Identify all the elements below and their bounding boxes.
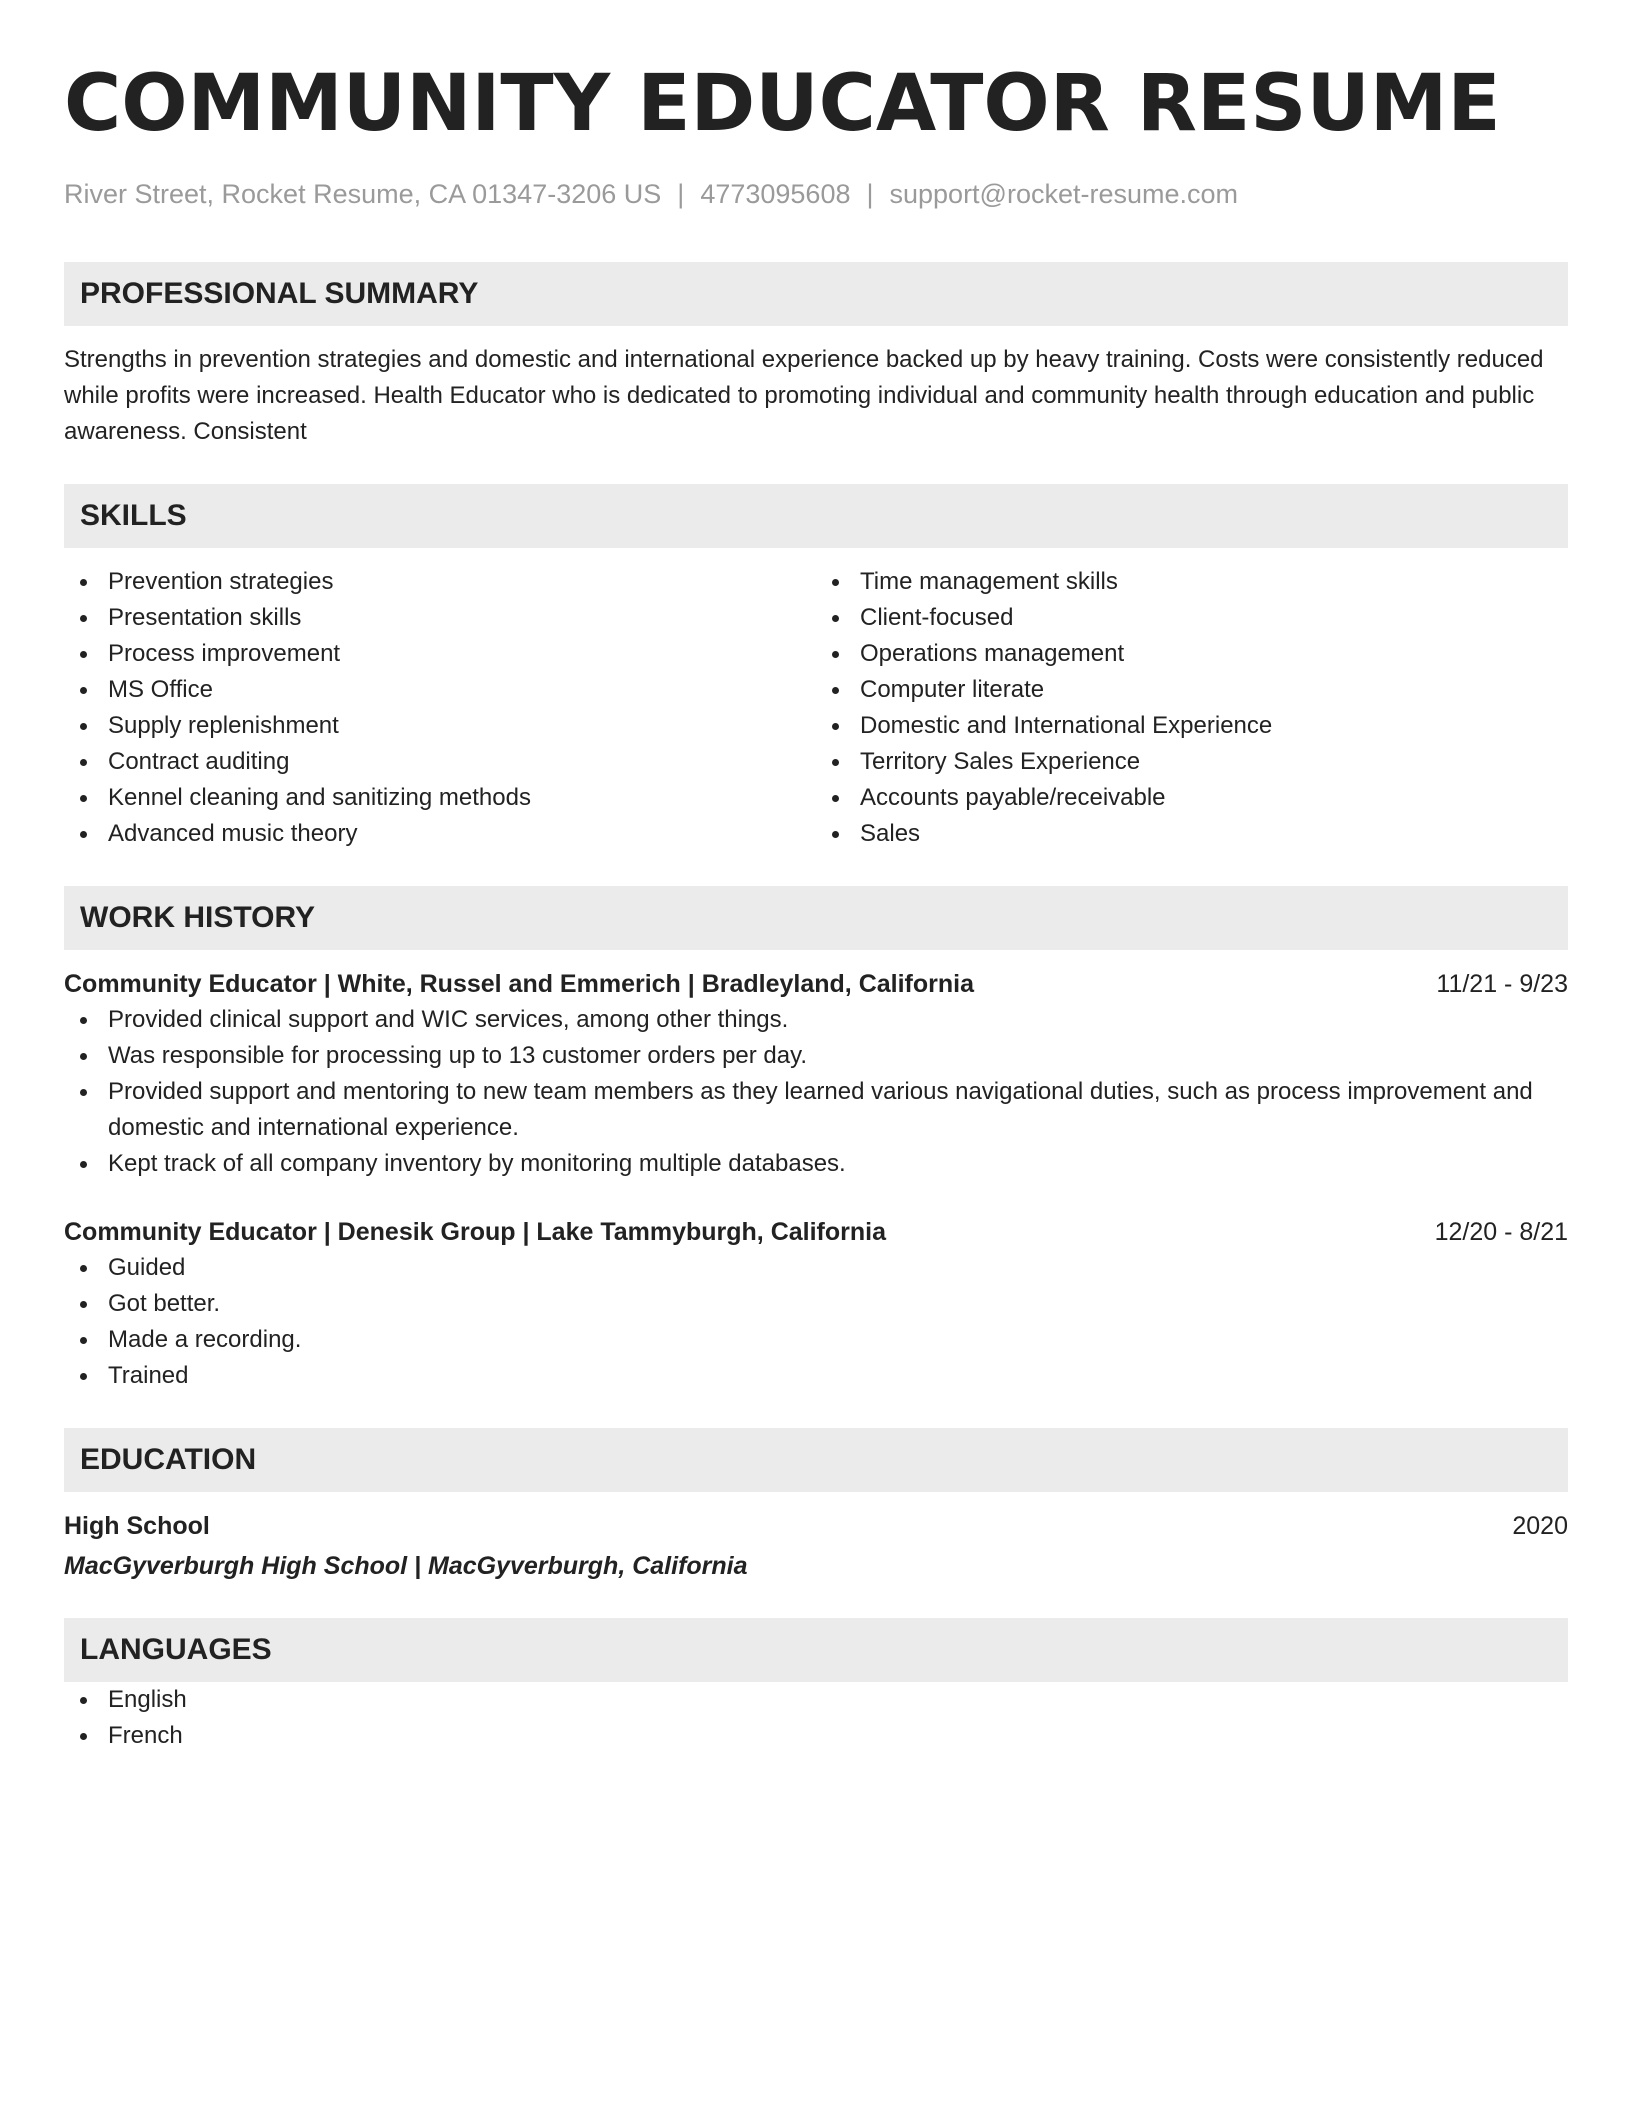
job-duty-item: Guided (64, 1250, 1568, 1286)
contact-line (64, 176, 1568, 212)
skills-column-left (64, 564, 816, 852)
job-duty-item: Was responsible for processing up to 13 customer orders per day. (64, 1038, 1568, 1074)
job-duties (64, 1250, 1568, 1394)
skill-item: Territory Sales Experience (816, 744, 1568, 780)
education-degree: High School (64, 1512, 210, 1540)
contact-email: support@rocket-resume.com (889, 179, 1239, 209)
language-item: French (64, 1718, 1568, 1754)
skill-item: Time management skills (816, 564, 1568, 600)
job-title: Community Educator | White, Russel and Emmerich | Bradleyland, California (64, 970, 974, 998)
skill-item: Sales (816, 816, 1568, 852)
skills-column-right (816, 564, 1568, 852)
skill-item: Contract auditing (64, 744, 816, 780)
job-duties (64, 1002, 1568, 1182)
job-heading (64, 1214, 1568, 1250)
section-header-summary: PROFESSIONAL SUMMARY (64, 262, 1568, 326)
skill-item: Presentation skills (64, 600, 816, 636)
section-header-work-history: WORK HISTORY (64, 886, 1568, 950)
contact-phone: 4773095608 (700, 179, 851, 209)
job-duty-item: Kept track of all company inventory by monitoring multiple databases. (64, 1146, 1568, 1182)
resume-title: COMMUNITY EDUCATOR RESUME (64, 59, 1501, 149)
job-heading (64, 966, 1568, 1002)
contact-separator: | (866, 179, 874, 209)
skill-item: Supply replenishment (64, 708, 816, 744)
job-duty-item: Provided clinical support and WIC services, among other things. (64, 1002, 1568, 1038)
section-header-languages: LANGUAGES (64, 1618, 1568, 1682)
job-title: Community Educator | Denesik Group | Lake Tammyburgh, California (64, 1218, 886, 1246)
skill-item: Client-focused (816, 600, 1568, 636)
job-duty-item: Trained (64, 1358, 1568, 1394)
job-dates: 11/21 - 9/23 (1436, 970, 1568, 998)
skill-item: Computer literate (816, 672, 1568, 708)
skill-item: Kennel cleaning and sanitizing methods (64, 780, 816, 816)
education-heading (64, 1508, 1568, 1544)
job-duty-item: Got better. (64, 1286, 1568, 1322)
skill-item: MS Office (64, 672, 816, 708)
section-header-skills: SKILLS (64, 484, 1568, 548)
contact-separator: | (677, 179, 685, 209)
skill-item: Accounts payable/receivable (816, 780, 1568, 816)
skill-item: Domestic and International Experience (816, 708, 1568, 744)
skill-item: Advanced music theory (64, 816, 816, 852)
skill-item: Process improvement (64, 636, 816, 672)
job-duty-item: Made a recording. (64, 1322, 1568, 1358)
skill-item: Prevention strategies (64, 564, 816, 600)
contact-address: River Street, Rocket Resume, CA 01347-3206 US (64, 179, 662, 209)
education-year: 2020 (1512, 1512, 1568, 1540)
skill-item: Operations management (816, 636, 1568, 672)
skills-list (64, 564, 1568, 852)
section-header-education: EDUCATION (64, 1428, 1568, 1492)
job-dates: 12/20 - 8/21 (1434, 1218, 1568, 1246)
summary-text: Strengths in prevention strategies and domestic and international experience backed up by heavy training. Costs were consistently reduced while profits were increased. Health Educator who is dedicated to promoting individual and community health through education and public awareness. Consistent (64, 346, 1544, 445)
languages-list (64, 1682, 1568, 1754)
job-duty-item: Provided support and mentoring to new team members as they learned various navigational duties, such as process improvement and domestic and international experience. (64, 1074, 1568, 1146)
education-school: MacGyverburgh High School | MacGyverburgh, California (64, 1552, 748, 1580)
language-item: English (64, 1682, 1568, 1718)
